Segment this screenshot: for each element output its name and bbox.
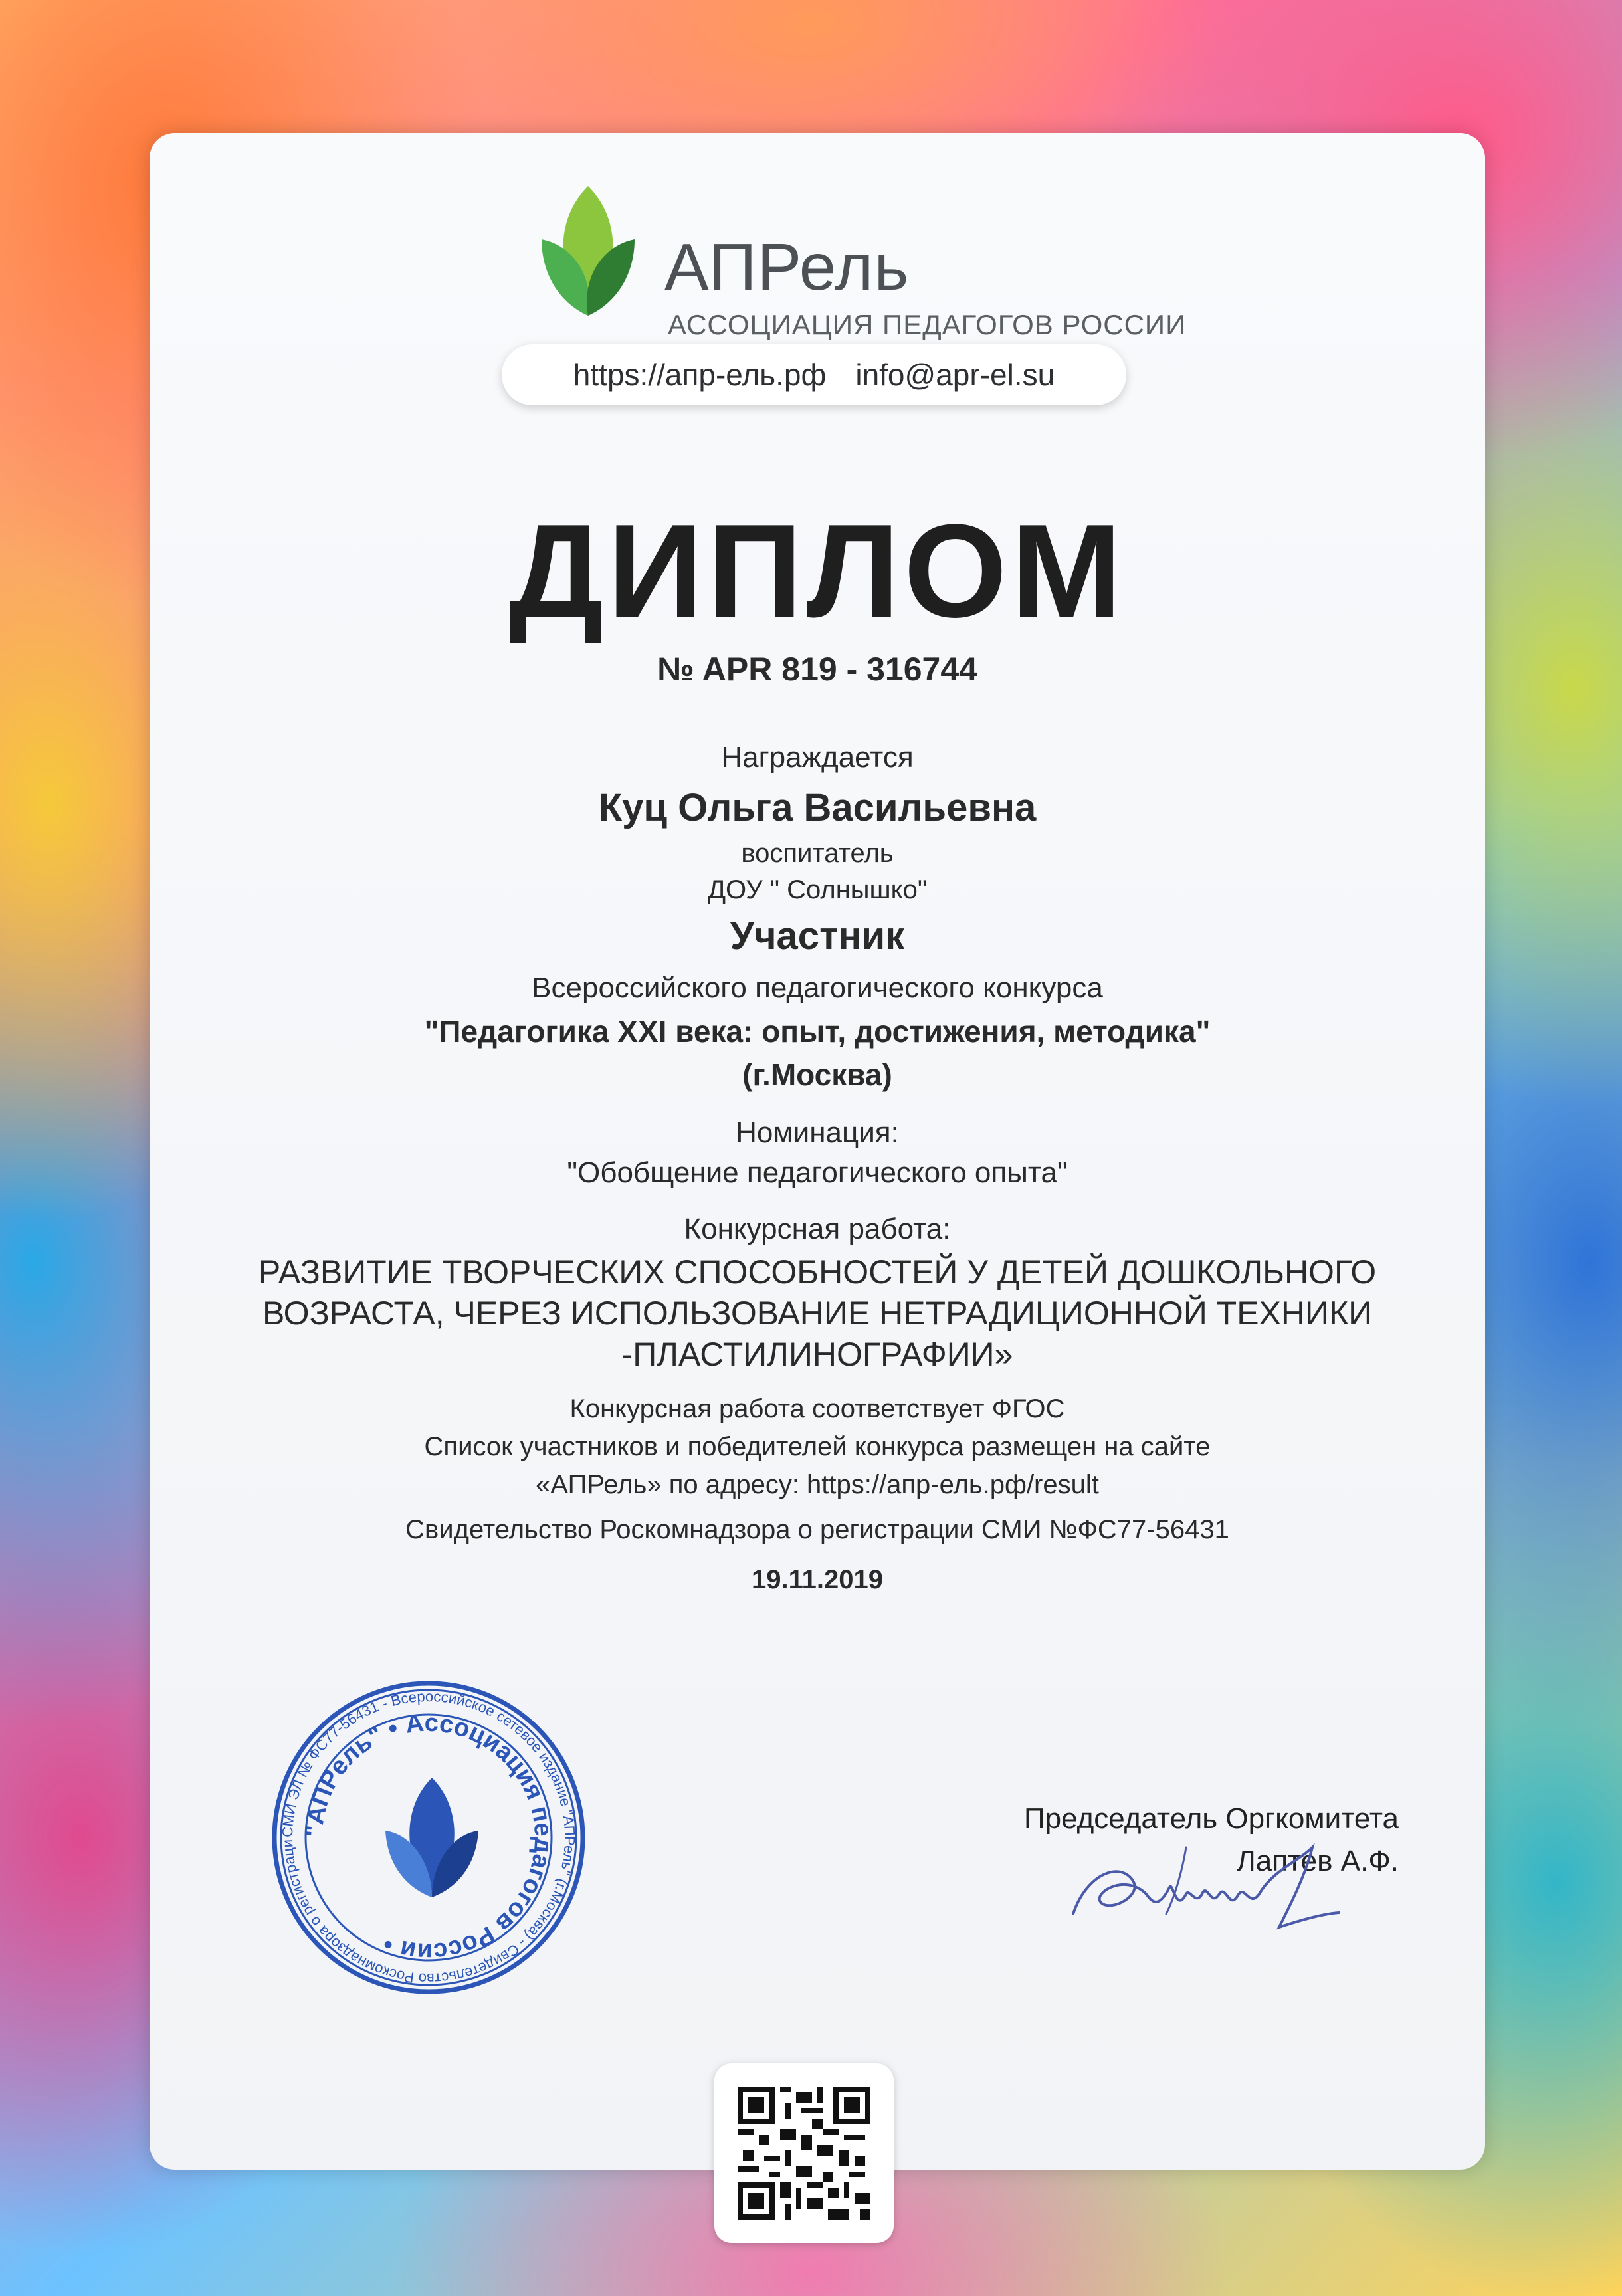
diploma-panel [150,133,1485,2170]
brand-tagline: АССОЦИАЦИЯ ПЕДАГОГОВ РОССИИ [668,309,1187,340]
diploma-title: ДИПЛОМ [508,497,1126,645]
website-link[interactable]: https://апр-ель.рф [573,358,827,392]
awarded-label: Награждается [721,741,914,774]
stamp-outer-text: СМИ ЭЛ № ФС77-56431 - Всероссийское сетевое издание "АПРель" (г.Москва) - Свидетельство Роскомнадзора о регистраци [278,1687,579,1988]
contest-name: "Педагогика XXI века: опыт, достижения, методика" [424,1014,1211,1049]
email-link[interactable]: info@apr-el.su [855,358,1055,392]
recipient-organization: ДОУ " Солнышко" [707,875,928,904]
qr-code-icon [738,2087,870,2220]
official-stamp [269,1678,588,1997]
stamp-seal-icon [269,1678,588,1997]
contest-city: (г.Москва) [742,1057,892,1092]
stamp-inner-text: "АПРель" • Ассоциация педагогов России • [300,1709,558,1966]
recipient-name: Куц Ольга Васильевна [598,786,1037,829]
brand-name: АПРель [664,230,910,304]
contest-type: Всероссийского педагогического конкурса [532,972,1103,1004]
chair-name: Лаптев А.Ф. [1236,1845,1399,1877]
work-title-line2: ВОЗРАСТА, ЧЕРЕЗ ИСПОЛЬЗОВАНИЕ НЕТРАДИЦИОННОЙ ТЕХНИКИ [262,1295,1373,1332]
issue-date: 19.11.2019 [752,1565,883,1594]
list-note-line2: «АПРель» по адресу: https://апр-ель.рф/result [536,1470,1099,1499]
brand-logo [522,173,1253,346]
registration-note: Свидетельство Роскомнадзора о регистрации СМИ №ФС77-56431 [405,1515,1229,1544]
nomination-value: "Обобщение педагогического опыта" [567,1156,1068,1189]
recipient-position: воспитатель [741,839,894,868]
chair-role: Председатель Оргкомитета [1023,1802,1399,1835]
diploma-number: № APR 819 - 316744 [657,651,977,688]
list-note-line1: Список участников и победителей конкурса размещен на сайте [424,1432,1211,1461]
work-title-line1: РАЗВИТИЕ ТВОРЧЕСКИХ СПОСОБНОСТЕЙ У ДЕТЕЙ ДОШКОЛЬНОГО [258,1253,1377,1291]
qr-code[interactable] [714,2063,894,2243]
work-title-line3: -ПЛАСТИЛИНОГРАФИИ» [621,1336,1013,1373]
contact-pill [502,344,1126,405]
award-status: Участник [730,914,905,958]
nomination-label: Номинация: [736,1116,899,1149]
work-label: Конкурсная работа: [684,1213,951,1245]
handwritten-signature [1060,1834,1346,1947]
fgos-note: Конкурсная работа соответствует ФГОС [569,1394,1065,1423]
leaf-logo-icon [522,173,655,326]
